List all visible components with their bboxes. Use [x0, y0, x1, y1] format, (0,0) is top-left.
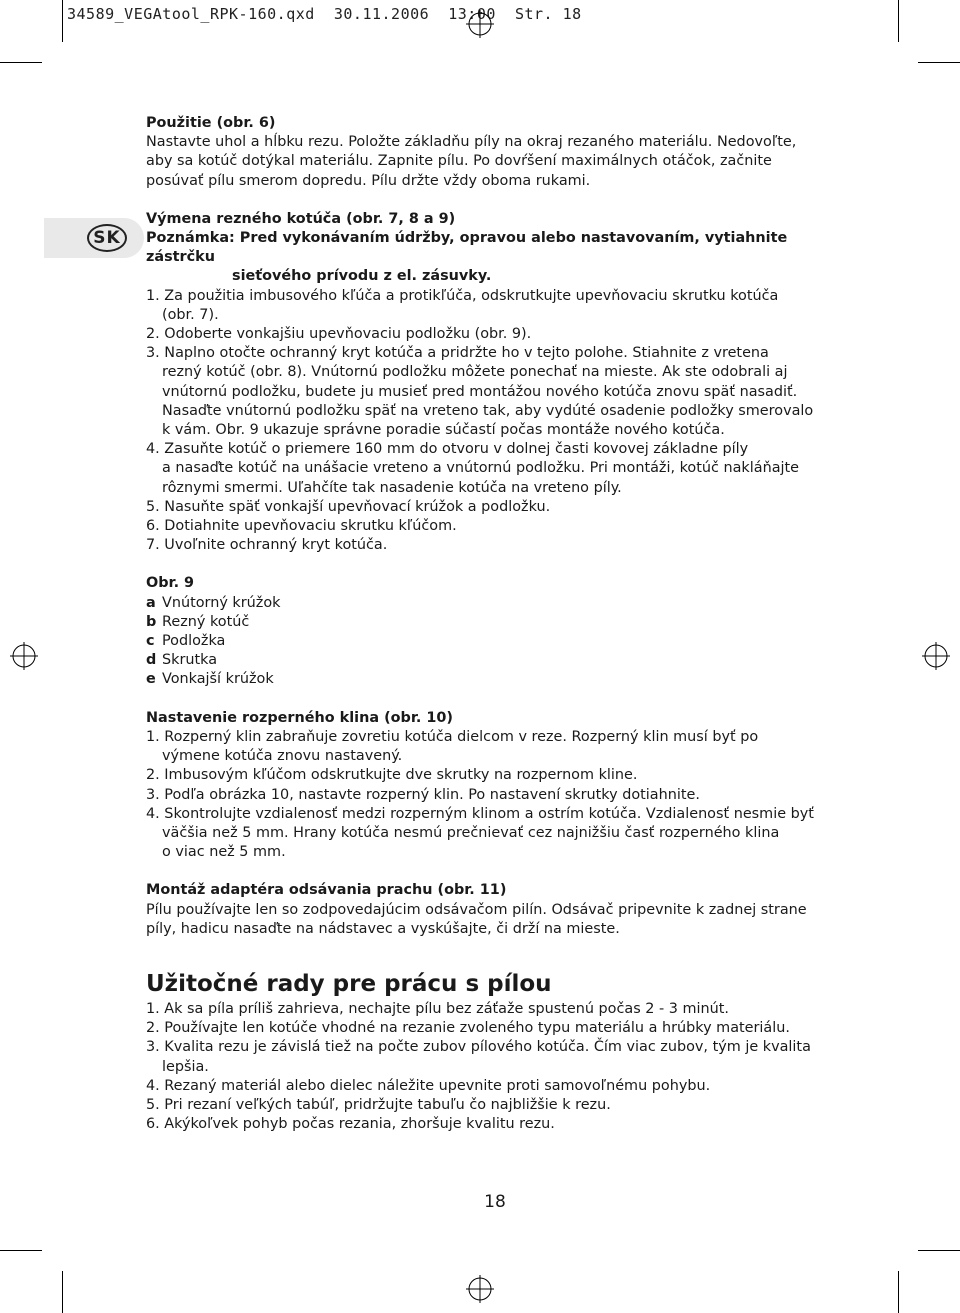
text-line: Nastavte uhol a hĺbku rezu. Položte základňu píly na okraj rezaného materiálu. Nedovoľte,	[146, 134, 797, 151]
text-line: lepšia.	[162, 1058, 209, 1075]
slug-time: 13:00	[448, 5, 496, 23]
legend-key: b	[146, 613, 157, 630]
text-line: píly, hadicu nasaďte na nádstavec a vyskúšajte, či drží na mieste.	[146, 920, 620, 937]
list-item	[146, 325, 846, 344]
text-line: 2. Imbusovým kľúčom odskrutkujte dve skrutky na rozpernom kline.	[146, 767, 638, 784]
registration-mark-bottom	[466, 1275, 494, 1303]
crop-mark	[0, 1250, 42, 1251]
registration-mark-top	[466, 10, 494, 38]
page-content	[146, 114, 846, 1134]
list-item	[146, 1038, 846, 1076]
crop-mark	[898, 1271, 899, 1313]
text-line: posúvať pílu smerom dopredu. Pílu držte vždy oboma rukami.	[146, 172, 591, 189]
text-line: (obr. 7).	[162, 306, 219, 323]
list-item	[146, 728, 846, 766]
text-line: 2. Používajte len kotúče vhodné na rezanie zvoleného typu materiálu a hrúbky materiálu.	[146, 1020, 790, 1037]
registration-mark-right	[922, 642, 950, 670]
text-line: 6. Akýkoľvek pohyb počas rezania, zhoršuje kvalitu rezu.	[146, 1116, 555, 1133]
text-line: 5. Nasuňte späť vonkajší upevňovací krúžok a podložku.	[146, 498, 551, 515]
crop-mark	[898, 0, 899, 42]
list-item	[146, 805, 846, 863]
list-item	[146, 1077, 846, 1096]
legend-key: e	[146, 671, 156, 688]
text-line: výmene kotúča znovu nastavený.	[162, 748, 403, 765]
legend-label: Skrutka	[162, 652, 218, 669]
section-title-tips: Užitočné rady pre prácu s pílou	[146, 970, 552, 997]
text-line: 4. Rezaný materiál alebo dielec náležite upevnite proti samovoľnému pohybu.	[146, 1077, 711, 1094]
text-line: väčšia než 5 mm. Hrany kotúča nesmú prečnievať cez najnižšiu časť rozperného klina	[162, 824, 780, 841]
list-item	[146, 1019, 846, 1038]
legend-key: a	[146, 594, 156, 611]
legend-label: Podložka	[162, 633, 226, 650]
legend-item	[146, 632, 846, 651]
text-line: 7. Uvoľnite ochranný kryt kotúča.	[146, 537, 388, 554]
legend-label: Vnútorný krúžok	[162, 594, 281, 611]
text-line: Pílu používajte len so zodpovedajúcim odsávačom pilín. Odsávač pripevnite k zadnej strane	[146, 901, 807, 918]
list-item	[146, 536, 846, 555]
registration-mark-left	[10, 642, 38, 670]
list-item	[146, 498, 846, 517]
crop-mark	[62, 1271, 63, 1313]
text-line: 4. Skontrolujte vzdialenosť medzi rozperným klinom a ostrím kotúča. Vzdialenosť nesmie byť	[146, 805, 814, 822]
legend-label: Vonkajší krúžok	[162, 671, 274, 688]
list-item	[146, 517, 846, 536]
legend-item	[146, 670, 846, 689]
text-line: aby sa kotúč dotýkal materiálu. Zapnite pílu. Po dovŕšení maximálnych otáčok, začnite	[146, 153, 772, 170]
list-item	[146, 766, 846, 785]
print-slug	[67, 5, 582, 23]
list-item	[146, 287, 846, 325]
text-line: Nasaďte vnútornú podložku späť na vreteno tak, aby vydúté osadenie podložky smerovalo	[162, 402, 814, 419]
legend-key: c	[146, 633, 155, 650]
list-item	[146, 344, 846, 440]
text-line: 4. Zasuňte kotúč o priemere 160 mm do otvoru v dolnej časti kovovej základne píly	[146, 441, 749, 458]
section-title-usage: Použitie (obr. 6)	[146, 115, 276, 131]
text-line: 1. Rozperný klin zabraňuje zovretiu kotúča dielcom v reze. Rozperný klin musí byť po	[146, 728, 759, 745]
text-line: a nasaďte kotúč na unášacie vreteno a vnútornú podložku. Pri montáži, kotúč nakláňajte	[162, 460, 800, 477]
text-line: 3. Naplno otočte ochranný kryt kotúča a pridržte ho v tejto polohe. Stiahnite z vretena	[146, 345, 769, 362]
slug-filename: 34589_VEGAtool_RPK-160.qxd	[67, 5, 315, 23]
text-line: o viac než 5 mm.	[162, 844, 286, 861]
section-title-dust: Montáž adaptéra odsávania prachu (obr. 11)	[146, 882, 507, 899]
text-line: vnútornú podložku, budete ju musieť pred montážou nového kotúča znovu späť nasadiť.	[162, 383, 798, 400]
text-line: 5. Pri rezaní veľkých tabúľ, pridržujte tabuľu čo najbližšie k rezu.	[146, 1096, 611, 1113]
section-title-blade: Výmena rezného kotúča (obr. 7, 8 a 9)	[146, 210, 456, 227]
figure-9-title: Obr. 9	[146, 575, 195, 592]
legend-key: d	[146, 652, 157, 669]
text-line: 3. Kvalita rezu je závislá tiež na počte zubov pílového kotúča. Čím viac zubov, tým je kvalita	[146, 1039, 811, 1056]
legend-item	[146, 594, 846, 613]
list-item	[146, 1000, 846, 1019]
list-item	[146, 1096, 846, 1115]
text-line: rôznymi smermi. Uľahčíte tak nasadenie kotúča na vreteno píly.	[162, 479, 622, 496]
text-line: k vám. Obr. 9 ukazuje správne poradie súčastí počas montáže nového kotúča.	[162, 422, 725, 439]
text-line: 1. Za použitia imbusového kľúča a protikľúča, odskrutkujte upevňovaciu skrutku kotúča	[146, 287, 779, 304]
list-item	[146, 786, 846, 805]
list-item	[146, 1115, 846, 1134]
page-number: 18	[484, 1192, 506, 1212]
legend-item	[146, 651, 846, 670]
slug-page-label: Str. 18	[514, 5, 582, 23]
usage-paragraph	[146, 133, 846, 191]
note-line: sieťového prívodu z el. zásuvky.	[232, 268, 492, 285]
legend-item	[146, 613, 846, 632]
crop-mark	[918, 1250, 960, 1251]
crop-mark	[62, 0, 63, 42]
text-line: rezný kotúč (obr. 8). Vnútornú podložku môžete ponechať na mieste. Ak ste odobrali aj	[162, 364, 788, 381]
note-line: Poznámka: Pred vykonávaním údržby, opravou alebo nastavovaním, vytiahnite zástrčku	[146, 230, 788, 266]
crop-mark	[918, 62, 960, 63]
legend-label: Rezný kotúč	[162, 613, 250, 630]
text-line: 2. Odoberte vonkajšiu upevňovaciu podložku (obr. 9).	[146, 326, 532, 343]
text-line: 3. Podľa obrázka 10, nastavte rozperný klin. Po nastavení skrutky dotiahnite.	[146, 786, 700, 803]
language-badge: SK	[87, 224, 127, 252]
crop-mark	[0, 62, 42, 63]
section-title-riving: Nastavenie rozperného klina (obr. 10)	[146, 709, 453, 726]
text-line: 1. Ak sa píla príliš zahrieva, nechajte pílu bez záťaže spustenú počas 2 - 3 minút.	[146, 1000, 729, 1017]
text-line: 6. Dotiahnite upevňovaciu skrutku kľúčom.	[146, 518, 457, 535]
list-item	[146, 440, 846, 498]
slug-date: 30.11.2006	[333, 5, 430, 23]
